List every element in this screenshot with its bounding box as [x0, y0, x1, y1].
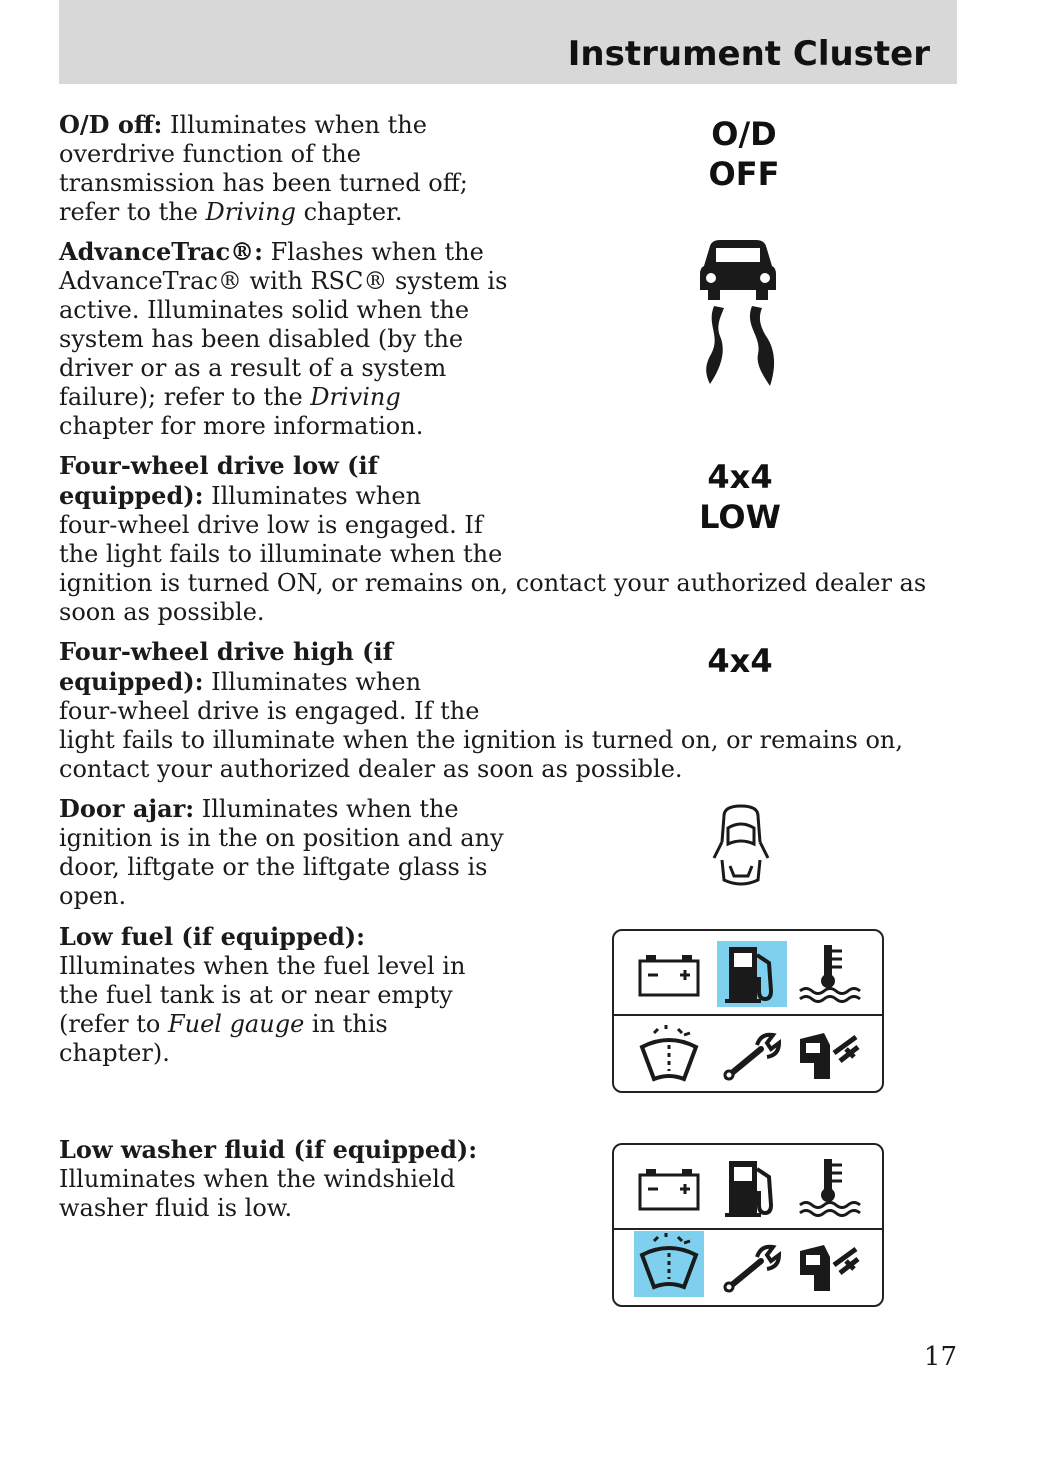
- engine-coolant-temp-icon: [794, 941, 864, 1007]
- low-fuel-paragraph: [59, 922, 465, 1068]
- low-symbol-line: LOW: [699, 498, 781, 536]
- text-line: chapter).: [59, 1039, 170, 1067]
- text-line: AdvanceTrac® with RSC® system is: [59, 267, 508, 295]
- text-line: ignition is turned ON, or remains on, contact your authorized dealer as: [59, 569, 927, 597]
- engine-coolant-temp-icon: [794, 1155, 864, 1221]
- text-line: Illuminates when the windshield: [59, 1165, 456, 1193]
- text-line: overdrive function of the: [59, 140, 361, 168]
- liftgate-ajar-icon: [794, 1235, 864, 1301]
- text-line: active. Illuminates solid when the: [59, 296, 470, 324]
- text-line: failure); refer to the: [59, 383, 311, 411]
- text-line: Flashes when the: [263, 238, 484, 266]
- fwd-high-label-line1: Four-wheel drive high (if: [59, 637, 393, 666]
- text-line: Illuminates when the fuel level in: [59, 952, 466, 980]
- text-line: in this: [304, 1010, 388, 1038]
- skidding-car-icon: [696, 238, 780, 388]
- fwd-low-symbol: [686, 457, 794, 537]
- advancetrac-paragraph: [59, 237, 507, 441]
- text-line: the fuel tank is at or near empty: [59, 981, 453, 1009]
- text-line: door, liftgate or the liftgate glass is: [59, 853, 488, 881]
- text-line: washer fluid is low.: [59, 1194, 293, 1222]
- text-line: ignition is in the on position and any: [59, 824, 504, 852]
- panel-divider: [614, 1228, 882, 1230]
- fwd-low-paragraph: [59, 451, 926, 627]
- text-line: transmission has been turned off;: [59, 169, 468, 197]
- fwd-low-label-line2: equipped):: [59, 481, 204, 510]
- chapter-reference: Driving: [310, 383, 401, 411]
- washer-fluid-icon: [634, 1023, 704, 1089]
- text-line: four-wheel drive low is engaged. If: [59, 511, 483, 539]
- text-line: Illuminates when: [203, 482, 422, 510]
- text-line: Illuminates when the: [194, 795, 459, 823]
- fwd-symbol-line: 4x4: [707, 458, 773, 496]
- advancetrac-label: AdvanceTrac®:: [59, 237, 264, 266]
- door-ajar-paragraph: [59, 794, 504, 911]
- section-title: Instrument Cluster: [567, 34, 930, 74]
- door-ajar-icon: [710, 802, 772, 890]
- text-line: contact your authorized dealer as soon as possible.: [59, 755, 683, 783]
- warning-lamp-panel-washer: [612, 1143, 884, 1307]
- washer-fluid-icon-highlighted: [634, 1231, 704, 1297]
- text-line: Illuminates when the: [162, 111, 427, 139]
- text-line: (refer to: [59, 1010, 168, 1038]
- wrench-icon: [717, 1023, 787, 1089]
- text-line: chapter for more information.: [59, 412, 424, 440]
- fwd-high-symbol: 4x4: [707, 642, 773, 680]
- od-symbol-line: O/D: [711, 115, 777, 153]
- od-off-label: O/D off:: [59, 110, 163, 139]
- od-off-paragraph: [59, 110, 468, 227]
- low-fuel-label: Low fuel (if equipped):: [59, 922, 366, 951]
- low-washer-paragraph: [59, 1135, 477, 1223]
- chapter-reference: Driving: [205, 198, 296, 226]
- fwd-high-label-line2: equipped):: [59, 667, 204, 696]
- od-off-symbol: [690, 114, 798, 194]
- page-number: 17: [923, 1342, 957, 1372]
- text-line: system has been disabled (by the: [59, 325, 464, 353]
- off-symbol-line: OFF: [708, 155, 780, 193]
- fuel-pump-icon: [717, 1155, 787, 1221]
- text-line: chapter.: [295, 198, 403, 226]
- text-line: driver or as a result of a system: [59, 354, 447, 382]
- battery-icon: [634, 1155, 704, 1221]
- text-line: the light fails to illuminate when the: [59, 540, 503, 568]
- fwd-low-label-line1: Four-wheel drive low (if: [59, 451, 378, 480]
- fuel-pump-icon-highlighted: [717, 941, 787, 1007]
- text-line: refer to the: [59, 198, 206, 226]
- text-line: Illuminates when: [203, 668, 422, 696]
- low-washer-label: Low washer fluid (if equipped):: [59, 1135, 478, 1164]
- battery-icon: [634, 941, 704, 1007]
- liftgate-ajar-icon: [794, 1023, 864, 1089]
- text-line: open.: [59, 882, 127, 910]
- text-line: four-wheel drive is engaged. If the: [59, 697, 480, 725]
- door-ajar-label: Door ajar:: [59, 794, 195, 823]
- text-line: light fails to illuminate when the ignition is turned on, or remains on,: [59, 726, 903, 754]
- panel-divider: [614, 1014, 882, 1016]
- text-line: soon as possible.: [59, 598, 265, 626]
- wrench-icon: [717, 1235, 787, 1301]
- chapter-reference: Fuel gauge: [167, 1010, 305, 1038]
- warning-lamp-panel-fuel: [612, 929, 884, 1093]
- page-header: [59, 0, 957, 84]
